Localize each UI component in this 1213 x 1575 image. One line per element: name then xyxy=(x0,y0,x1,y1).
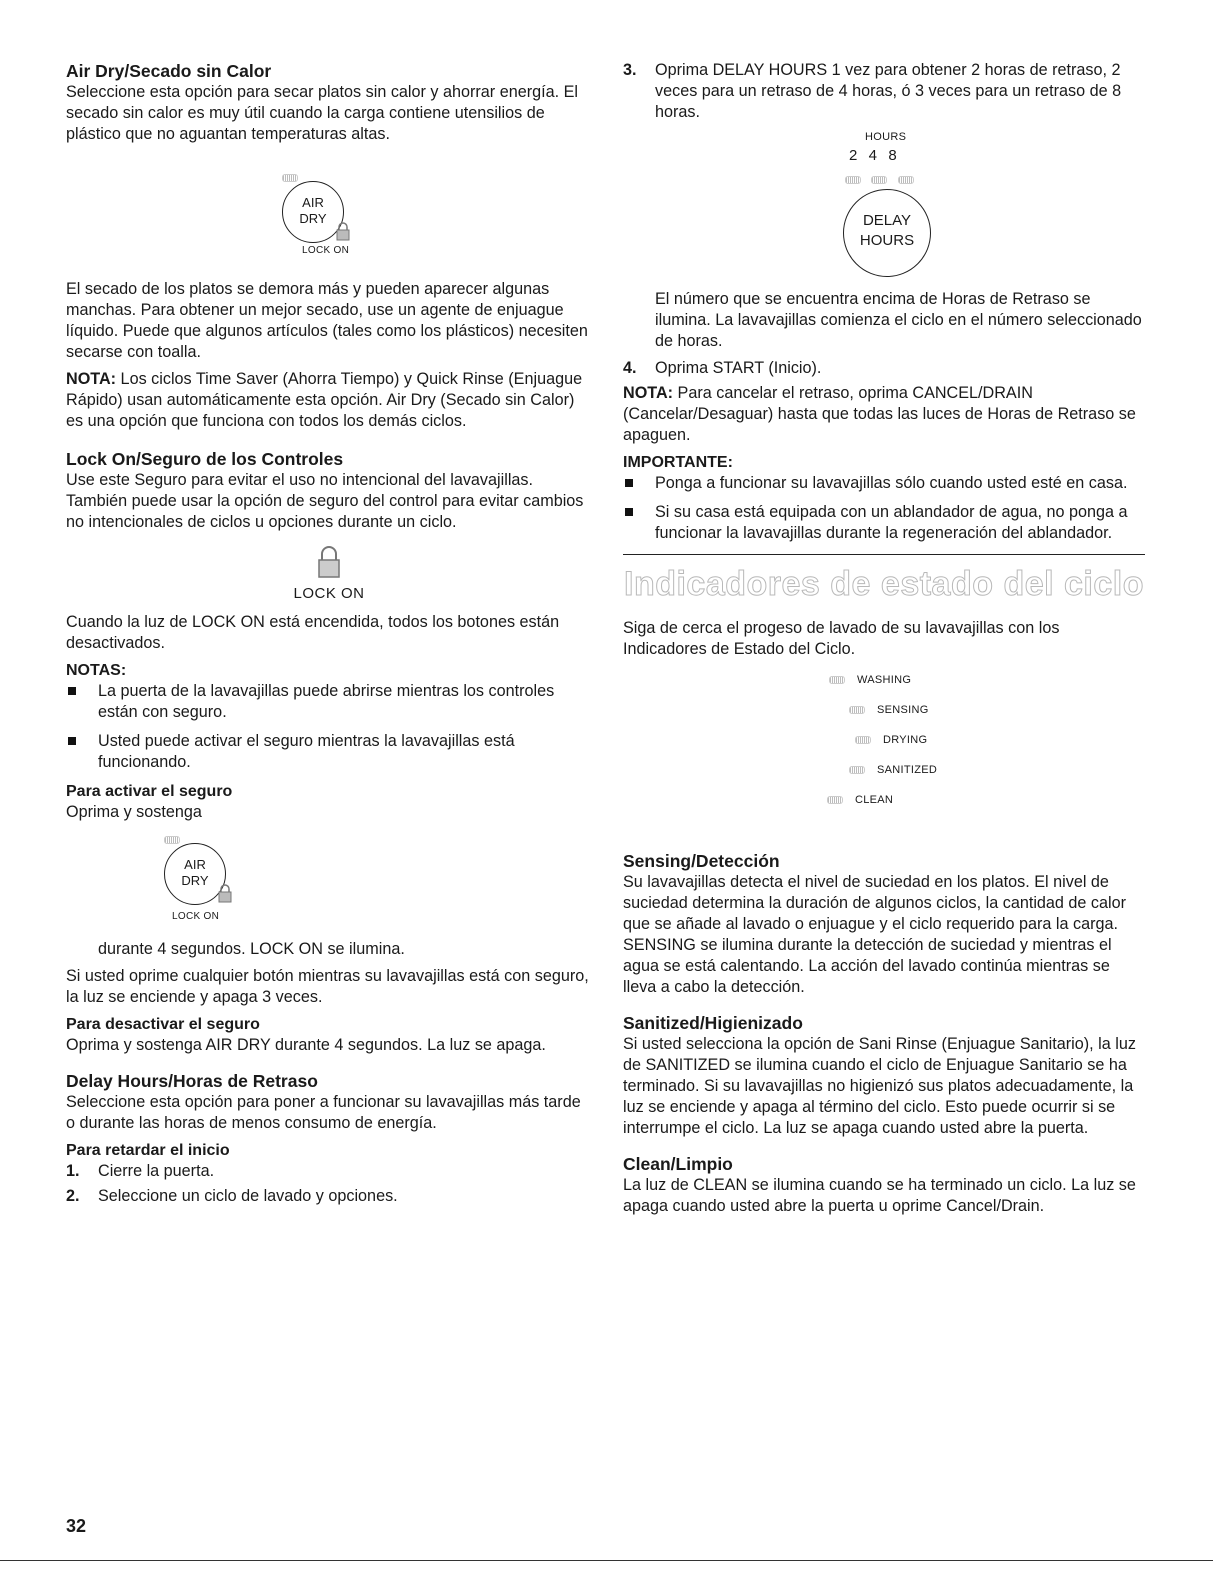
delay-steps-final xyxy=(623,358,1145,379)
air-dry-paragraph: Seleccione esta opción para secar platos sin calor y ahorrar energía. El secado sin calor es muy útil cuando la carga contiene utensilios de plástico que no aguantan temperaturas altas. xyxy=(66,83,578,143)
notas-label: NOTAS: xyxy=(66,662,127,679)
lock-icon xyxy=(336,221,350,241)
delay-steps-list xyxy=(66,1161,592,1207)
air-dry-heading: Air Dry/Secado sin Calor xyxy=(66,61,272,81)
list-item: 1. Cierre la puerta. xyxy=(66,1162,215,1180)
clean-paragraph: La luz de CLEAN se ilumina cuando se ha terminado un ciclo. La luz se apaga cuando usted abre la puerta u oprime Cancel/Drain. xyxy=(623,1176,1136,1215)
lock-on-heading: Lock On/Seguro de los Controles xyxy=(66,449,344,469)
status-sensing: SENSING xyxy=(849,704,929,716)
indicator-light-icon xyxy=(898,176,914,184)
status-sanitized: SANITIZED xyxy=(849,764,937,776)
list-item: La puerta de la lavavajillas puede abrirse mientras los controles están con seguro. xyxy=(66,681,592,723)
delay-hours-after: El número que se encuentra encima de Horas de Retraso se ilumina. La lavavajillas comienza el ciclo en el número seleccionado de horas. xyxy=(655,290,1142,350)
indicator-light-icon xyxy=(871,176,887,184)
delay-hours-paragraph: Seleccione esta opción para poner a funcionar su lavavajillas más tarde o durante las horas de menos consumo de energía. xyxy=(66,1093,581,1132)
list-item: 4. Oprima START (Inicio). xyxy=(623,359,822,377)
indicator-light-icon xyxy=(849,706,865,714)
lock-on-paragraph: Use este Seguro para evitar el uso no intencional del lavavajillas. También puede usar la opción de seguro del control para evitar cambios no intencionales de ciclos u opciones durante un ciclo. xyxy=(66,471,584,531)
page-number: 32 xyxy=(66,1516,87,1536)
lock-icon xyxy=(218,883,232,903)
list-item: Si su casa está equipada con un ablandador de agua, no ponga a funcionar la lavavajillas durante la regeneración del ablandador. xyxy=(623,502,1145,544)
status-washing: WASHING xyxy=(829,674,911,686)
indicator-light-icon xyxy=(849,766,865,774)
list-item: Ponga a funcionar su lavavajillas sólo cuando usted esté en casa. xyxy=(623,473,1145,494)
section-divider xyxy=(623,554,1145,555)
hours-label: HOURS xyxy=(865,131,907,143)
activate-lock-after: durante 4 segundos. LOCK ON se ilumina. xyxy=(98,940,405,958)
indicator-light-icon xyxy=(827,796,843,804)
list-item: 3. Oprima DELAY HOURS 1 vez para obtener 2 horas de retraso, 2 veces para un retraso de 4 horas, ó 3 veces para un retraso de 8 horas. xyxy=(623,61,1122,121)
indicator-light-icon xyxy=(282,174,298,182)
delay-hours-button-icon: DELAY HOURS xyxy=(843,189,931,277)
delay-steps-continued xyxy=(623,60,1145,123)
indicator-light-icon xyxy=(845,176,861,184)
lock-on-notes-list xyxy=(66,681,592,773)
right-column xyxy=(623,60,1145,1223)
bottom-rule xyxy=(0,1560,1213,1561)
indicator-light-icon xyxy=(829,676,845,684)
activate-air-dry-figure xyxy=(66,829,592,935)
air-dry-button-figure xyxy=(66,167,592,267)
cancel-delay-note: NOTA: Para cancelar el retraso, oprima CANCEL/DRAIN (Cancelar/Desaguar) hasta que todas las luces de Horas de Retraso se apaguen. xyxy=(623,384,1136,444)
cycle-status-indicators xyxy=(623,674,1145,824)
air-dry-button-icon: AIR DRY xyxy=(164,843,226,905)
air-dry-drying-paragraph: El secado de los platos se demora más y pueden aparecer algunas manchas. Para obtener un mejor secado, use un agente de enjuague líquido. Puede que algunos artículos (tales como los plásticos) necesiten secarse con toalla. xyxy=(66,280,588,361)
important-label: IMPORTANTE: xyxy=(623,454,733,471)
important-list xyxy=(623,473,1145,544)
sensing-heading: Sensing/Detección xyxy=(623,851,780,871)
air-dry-button-icon: AIR DRY xyxy=(282,181,344,243)
air-dry-note: NOTA: Los ciclos Time Saver (Ahorra Tiempo) y Quick Rinse (Enjuague Rápido) usan automáticamente esta opción. Air Dry (Secado sin Calor) es una opción que funciona con todos los demás ciclos. xyxy=(66,370,583,430)
sensing-paragraph: Su lavavajillas detecta el nivel de suciedad en los platos. El nivel de suciedad determina la duración de algunos ciclos, la cantidad de calor que se añade al lavado o enjuague y el ciclo requerido para la carga. SENSING se ilumina durante la detección de suciedad y mientras el agua se está calentando. La acción del lavado continúa mientras se lleva a cabo la detección. xyxy=(623,873,1127,996)
lock-on-figure xyxy=(66,545,592,602)
deactivate-lock-text: Oprima y sostenga AIR DRY durante 4 segundos. La luz se apaga. xyxy=(66,1036,546,1054)
cycle-status-banner: Indicadores de estado del ciclo xyxy=(624,565,1144,603)
cycle-status-intro: Siga de cerca el progeso de lavado de su lavavajillas con los Indicadores de Estado del Ciclo. xyxy=(623,619,1060,658)
lock-on-light-paragraph: Cuando la luz de LOCK ON está encendida, todos los botones están desactivados. xyxy=(66,613,560,652)
sanitized-heading: Sanitized/Higienizado xyxy=(623,1013,803,1033)
list-item: Usted puede activar el seguro mientras la lavavajillas está funcionando. xyxy=(66,731,592,773)
indicator-light-icon xyxy=(855,736,871,744)
status-clean: CLEAN xyxy=(827,794,893,806)
delay-start-heading: Para retardar el inicio xyxy=(66,1142,230,1159)
lock-flash-paragraph: Si usted oprime cualquier botón mientras su lavavajillas está con seguro, la luz se enciende y apaga 3 veces. xyxy=(66,967,589,1006)
lock-on-label: LOCK ON xyxy=(293,585,365,602)
lock-icon xyxy=(317,545,341,579)
status-drying: DRYING xyxy=(855,734,927,746)
hours-values: 2 4 8 xyxy=(849,147,898,164)
lock-on-caption: LOCK ON xyxy=(302,245,350,256)
lock-on-caption: LOCK ON xyxy=(172,911,220,922)
left-column xyxy=(66,60,592,1211)
deactivate-lock-heading: Para desactivar el seguro xyxy=(66,1016,260,1033)
delay-hours-figure xyxy=(623,127,1145,277)
activate-lock-text: Oprima y sostenga xyxy=(66,803,202,821)
clean-heading: Clean/Limpio xyxy=(623,1154,733,1174)
indicator-light-icon xyxy=(164,836,180,844)
sanitized-paragraph: Si usted selecciona la opción de Sani Rinse (Enjuague Sanitario), la luz de SANITIZED se ilumina cuando el ciclo de Enjuague Sanitario se ha terminado. Si su lavavajillas no higienizó sus platos adecuadamente, la luz se enciende y apaga al término del ciclo. Esto puede ocurrir si se interrumpe el ciclo. La luz se apaga cuando usted abre la puerta. xyxy=(623,1035,1136,1137)
delay-hours-heading: Delay Hours/Horas de Retraso xyxy=(66,1071,318,1091)
activate-lock-heading: Para activar el seguro xyxy=(66,783,233,800)
list-item: 2. Seleccione un ciclo de lavado y opciones. xyxy=(66,1187,398,1205)
